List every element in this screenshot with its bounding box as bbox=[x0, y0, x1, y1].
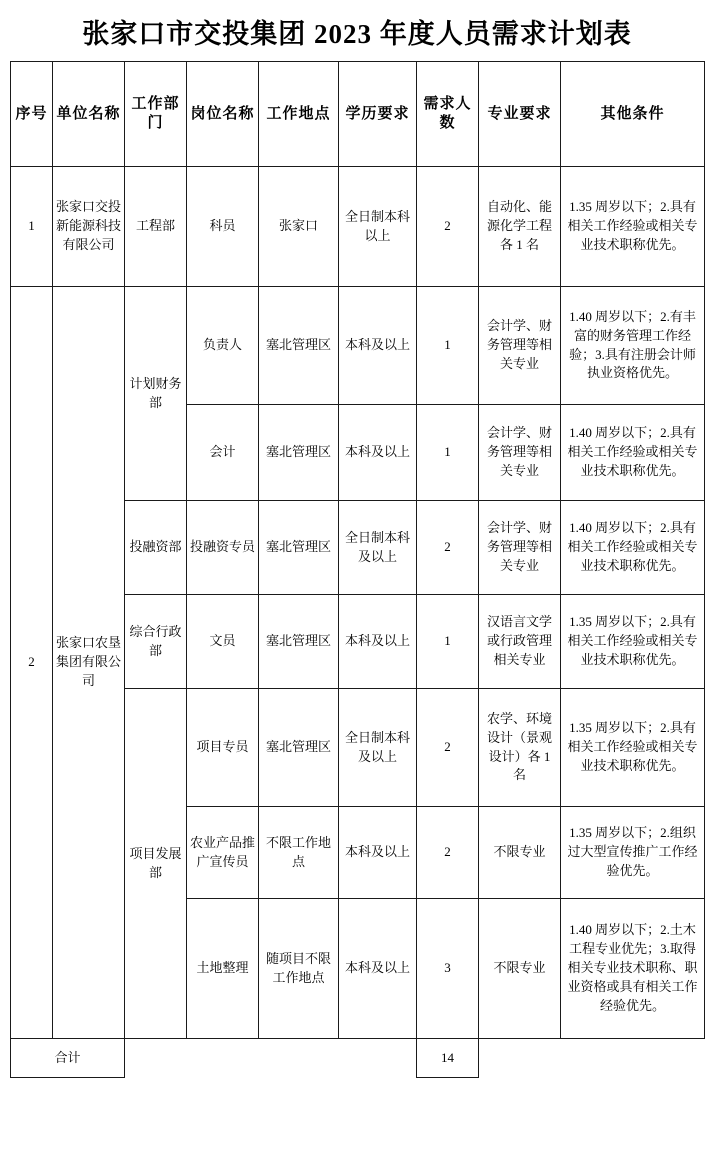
cell-dept: 综合行政部 bbox=[125, 595, 187, 689]
cell-other: 1.35 周岁以下；2.组织过大型宣传推广工作经验优先。 bbox=[561, 807, 705, 899]
cell-dept: 工程部 bbox=[125, 167, 187, 287]
column-header-unit: 单位名称 bbox=[53, 62, 125, 167]
cell-edu: 全日制本科及以上 bbox=[339, 501, 417, 595]
cell-post: 农业产品推广宣传员 bbox=[187, 807, 259, 899]
cell-edu: 本科及以上 bbox=[339, 899, 417, 1039]
cell-place: 不限工作地点 bbox=[259, 807, 339, 899]
cell-other: 1.40 周岁以下；2.土木工程专业优先；3.取得相关专业技术职称、职业资格或具有相关工作经验优先。 bbox=[561, 899, 705, 1039]
cell-edu: 全日制本科以上 bbox=[339, 167, 417, 287]
column-header-num: 需求人数 bbox=[417, 62, 479, 167]
cell-dept: 计划财务部 bbox=[125, 287, 187, 501]
column-header-post: 岗位名称 bbox=[187, 62, 259, 167]
cell-unit: 张家口农垦集团有限公司 bbox=[53, 287, 125, 1039]
total-filler-post bbox=[187, 1039, 259, 1078]
cell-num: 2 bbox=[417, 501, 479, 595]
cell-place: 随项目不限工作地点 bbox=[259, 899, 339, 1039]
total-filler-other bbox=[561, 1039, 705, 1078]
cell-num: 2 bbox=[417, 689, 479, 807]
cell-other: 1.35 周岁以下；2.具有相关工作经验或相关专业技术职称优先。 bbox=[561, 595, 705, 689]
cell-place: 塞北管理区 bbox=[259, 689, 339, 807]
cell-num: 2 bbox=[417, 807, 479, 899]
total-label: 合计 bbox=[11, 1039, 125, 1078]
cell-major: 农学、环境设计（景观设计）各 1 名 bbox=[479, 689, 561, 807]
total-filler-edu bbox=[339, 1039, 417, 1078]
cell-place: 塞北管理区 bbox=[259, 405, 339, 501]
cell-post: 负责人 bbox=[187, 287, 259, 405]
cell-major: 会计学、财务管理等相关专业 bbox=[479, 501, 561, 595]
cell-major: 会计学、财务管理等相关专业 bbox=[479, 405, 561, 501]
cell-seq: 2 bbox=[11, 287, 53, 1039]
cell-post: 会计 bbox=[187, 405, 259, 501]
personnel-demand-table bbox=[10, 61, 705, 1078]
column-header-edu: 学历要求 bbox=[339, 62, 417, 167]
cell-other: 1.35 周岁以下；2.具有相关工作经验或相关专业技术职称优先。 bbox=[561, 167, 705, 287]
cell-edu: 本科及以上 bbox=[339, 287, 417, 405]
table-row bbox=[11, 287, 705, 405]
cell-major: 自动化、能源化学工程各 1 名 bbox=[479, 167, 561, 287]
cell-major: 汉语言文学或行政管理相关专业 bbox=[479, 595, 561, 689]
total-filler-major bbox=[479, 1039, 561, 1078]
cell-other: 1.35 周岁以下；2.具有相关工作经验或相关专业技术职称优先。 bbox=[561, 689, 705, 807]
cell-num: 1 bbox=[417, 287, 479, 405]
cell-edu: 全日制本科及以上 bbox=[339, 689, 417, 807]
cell-other: 1.40 周岁以下；2.具有相关工作经验或相关专业技术职称优先。 bbox=[561, 405, 705, 501]
column-header-place: 工作地点 bbox=[259, 62, 339, 167]
cell-place: 塞北管理区 bbox=[259, 501, 339, 595]
cell-dept: 项目发展部 bbox=[125, 689, 187, 1039]
total-filler-place bbox=[259, 1039, 339, 1078]
cell-edu: 本科及以上 bbox=[339, 405, 417, 501]
column-header-dept: 工作部门 bbox=[125, 62, 187, 167]
cell-major: 不限专业 bbox=[479, 807, 561, 899]
column-header-major: 专业要求 bbox=[479, 62, 561, 167]
cell-other: 1.40 周岁以下；2.有丰富的财务管理工作经验；3.具有注册会计师执业资格优先。 bbox=[561, 287, 705, 405]
cell-edu: 本科及以上 bbox=[339, 595, 417, 689]
column-header-other: 其他条件 bbox=[561, 62, 705, 167]
cell-post: 项目专员 bbox=[187, 689, 259, 807]
cell-dept: 投融资部 bbox=[125, 501, 187, 595]
page-title: 张家口市交投集团 2023 年度人员需求计划表 bbox=[82, 19, 632, 49]
cell-post: 文员 bbox=[187, 595, 259, 689]
table-row bbox=[11, 167, 705, 287]
cell-major: 不限专业 bbox=[479, 899, 561, 1039]
cell-major: 会计学、财务管理等相关专业 bbox=[479, 287, 561, 405]
cell-unit: 张家口交投新能源科技有限公司 bbox=[53, 167, 125, 287]
column-header-seq: 序号 bbox=[11, 62, 53, 167]
cell-other: 1.40 周岁以下；2.具有相关工作经验或相关专业技术职称优先。 bbox=[561, 501, 705, 595]
cell-num: 3 bbox=[417, 899, 479, 1039]
cell-place: 张家口 bbox=[259, 167, 339, 287]
cell-place: 塞北管理区 bbox=[259, 595, 339, 689]
table-total-row bbox=[11, 1039, 705, 1078]
cell-seq: 1 bbox=[11, 167, 53, 287]
table-header-row bbox=[11, 62, 705, 167]
total-filler-dept bbox=[125, 1039, 187, 1078]
cell-edu: 本科及以上 bbox=[339, 807, 417, 899]
cell-num: 1 bbox=[417, 595, 479, 689]
cell-post: 科员 bbox=[187, 167, 259, 287]
cell-post: 投融资专员 bbox=[187, 501, 259, 595]
cell-place: 塞北管理区 bbox=[259, 287, 339, 405]
total-value: 14 bbox=[417, 1039, 479, 1078]
cell-num: 2 bbox=[417, 167, 479, 287]
cell-num: 1 bbox=[417, 405, 479, 501]
cell-post: 土地整理 bbox=[187, 899, 259, 1039]
